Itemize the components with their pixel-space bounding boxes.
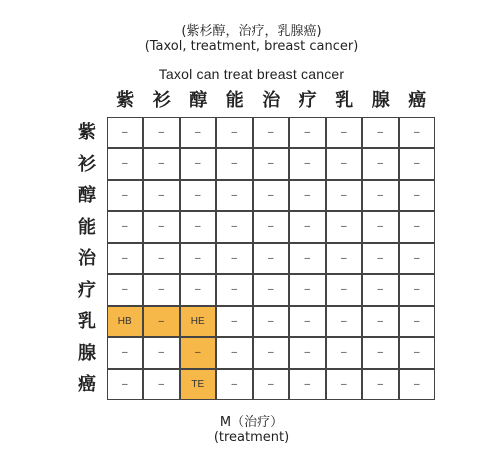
- input-sentence: Taxol can treat breast cancer: [158, 66, 345, 82]
- matrix-cell: –: [289, 148, 326, 180]
- matrix-cell: –: [289, 211, 326, 243]
- matrix-cell: –: [362, 369, 399, 401]
- matrix-cell: –: [362, 180, 399, 212]
- matrix-cell: –: [216, 306, 253, 338]
- matrix-cell: –: [289, 117, 326, 149]
- matrix-cell: –: [362, 274, 399, 306]
- matrix-cell: –: [289, 306, 326, 338]
- matrix-cell: –: [180, 274, 217, 306]
- row-token-3: 醇: [78, 185, 96, 206]
- matrix-cell: –: [399, 274, 436, 306]
- matrix-cell: –: [107, 211, 144, 243]
- matrix-cell: –: [326, 337, 363, 369]
- matrix-cell: –: [107, 369, 144, 401]
- matrix-cell: –: [143, 337, 180, 369]
- matrix-cell: –: [143, 211, 180, 243]
- column-token-3: 醇: [189, 90, 208, 111]
- matrix-cell: –: [326, 243, 363, 275]
- matrix-cell: –: [326, 211, 363, 243]
- matrix-cell: –: [399, 180, 436, 212]
- matrix-cell: –: [143, 243, 180, 275]
- matrix-cell: –: [399, 243, 436, 275]
- matrix-cell: –: [143, 274, 180, 306]
- column-token-2: 衫: [152, 90, 171, 111]
- matrix-cell: –: [326, 180, 363, 212]
- row-token-8: 腺: [78, 342, 96, 364]
- matrix-cell: –: [180, 243, 217, 275]
- matrix-cell: –: [216, 243, 253, 275]
- row-token-2: 衫: [78, 153, 96, 175]
- column-token-7: 乳: [335, 90, 354, 111]
- triple-title-chinese: (紫杉醇，治疗，乳腺癌): [181, 24, 322, 39]
- matrix-cell: –: [289, 243, 326, 275]
- matrix-cell: –: [253, 337, 290, 369]
- matrix-cell: –: [216, 274, 253, 306]
- matrix-cell: –: [216, 117, 253, 149]
- matrix-cell: –: [180, 337, 217, 369]
- matrix-cell: –: [107, 274, 144, 306]
- matrix-cell: –: [216, 180, 253, 212]
- matrix-cell: –: [289, 274, 326, 306]
- matrix-cell: –: [107, 337, 144, 369]
- matrix-cell: –: [180, 180, 217, 212]
- matrix-cell: –: [180, 211, 217, 243]
- matrix-cell: –: [326, 369, 363, 401]
- triple-title-english: (Taxol, treatment, breast cancer): [144, 39, 359, 54]
- matrix-cell: –: [253, 243, 290, 275]
- tagging-matrix: [107, 117, 435, 400]
- matrix-cell: –: [216, 369, 253, 401]
- matrix-cell: –: [399, 211, 436, 243]
- row-token-5: 治: [78, 248, 96, 269]
- matrix-cell: –: [289, 337, 326, 369]
- row-token-4: 能: [78, 216, 96, 238]
- relation-label-english: (treatment): [213, 430, 290, 445]
- matrix-cell: –: [143, 306, 180, 338]
- column-token-9: 癌: [408, 90, 427, 111]
- matrix-cell: –: [253, 180, 290, 212]
- row-token-7: 乳: [78, 311, 96, 332]
- matrix-cell: TE: [180, 369, 217, 401]
- matrix-cell: HE: [180, 306, 217, 338]
- matrix-cell: –: [399, 306, 436, 338]
- matrix-cell: –: [216, 148, 253, 180]
- column-token-4: 能: [225, 90, 244, 111]
- matrix-cell: –: [107, 180, 144, 212]
- matrix-cell: –: [253, 369, 290, 401]
- matrix-cell: –: [399, 337, 436, 369]
- matrix-cell: –: [143, 117, 180, 149]
- column-token-6: 疗: [298, 90, 317, 111]
- matrix-cell: –: [253, 211, 290, 243]
- matrix-cell: –: [216, 211, 253, 243]
- matrix-cell: –: [326, 274, 363, 306]
- matrix-cell: –: [326, 148, 363, 180]
- column-token-5: 治: [262, 90, 281, 111]
- matrix-cell: –: [326, 117, 363, 149]
- matrix-cell: –: [216, 337, 253, 369]
- matrix-cell: –: [362, 337, 399, 369]
- matrix-cell: –: [143, 369, 180, 401]
- matrix-cell: –: [362, 306, 399, 338]
- matrix-cell: –: [399, 369, 436, 401]
- matrix-cell: –: [180, 148, 217, 180]
- matrix-cell: –: [253, 306, 290, 338]
- matrix-cell: –: [362, 148, 399, 180]
- matrix-cell: –: [362, 243, 399, 275]
- matrix-cell: –: [107, 148, 144, 180]
- matrix-cell: –: [253, 274, 290, 306]
- row-token-1: 紫: [78, 122, 96, 143]
- relation-label: M（治疗）: [219, 415, 284, 430]
- matrix-cell: –: [143, 180, 180, 212]
- column-token-1: 紫: [116, 90, 135, 111]
- matrix-cell: –: [399, 117, 436, 149]
- matrix-cell: –: [289, 180, 326, 212]
- row-token-9: 癌: [78, 374, 96, 395]
- matrix-cell: –: [253, 117, 290, 149]
- matrix-cell: –: [253, 148, 290, 180]
- column-token-8: 腺: [371, 90, 390, 111]
- matrix-cell: –: [399, 148, 436, 180]
- matrix-cell: –: [180, 117, 217, 149]
- matrix-cell: –: [326, 306, 363, 338]
- matrix-cell: –: [289, 369, 326, 401]
- matrix-cell: –: [107, 243, 144, 275]
- row-token-6: 疗: [78, 279, 96, 301]
- matrix-cell: –: [143, 148, 180, 180]
- matrix-cell: –: [362, 211, 399, 243]
- matrix-cell: HB: [107, 306, 144, 338]
- matrix-cell: –: [362, 117, 399, 149]
- matrix-cell: –: [107, 117, 144, 149]
